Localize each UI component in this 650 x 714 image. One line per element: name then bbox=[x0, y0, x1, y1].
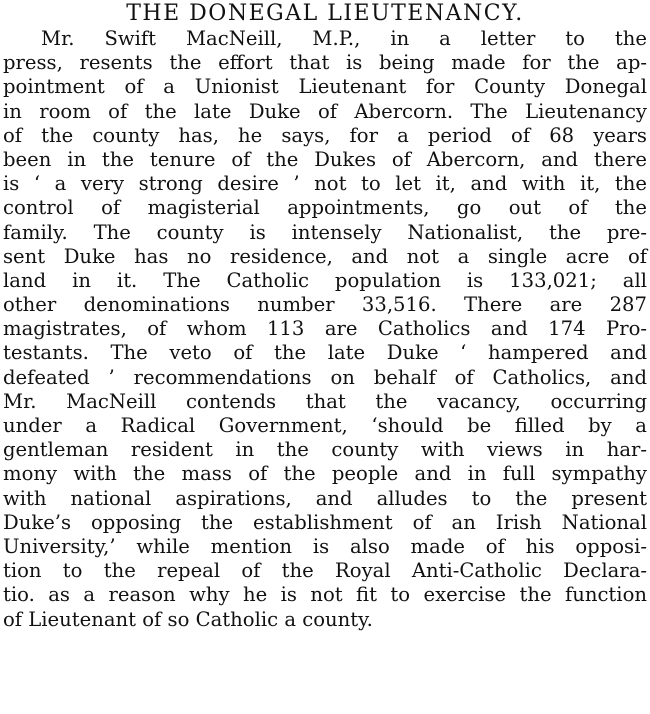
news-article bbox=[3, 0, 647, 632]
article-line: been in the tenure of the Dukes of Abercorn, and there bbox=[3, 147, 647, 171]
article-line: is ‘ a very strong desire ’ not to let it, and with it, the bbox=[3, 172, 647, 196]
article-line: control of magisterial appointments, go out of the bbox=[3, 196, 647, 220]
article-line: pointment of a Unionist Lieutenant for County Donegal bbox=[3, 75, 647, 99]
article-line: tio. as a reason why he is not fit to exercise the function bbox=[3, 583, 647, 607]
article-line: press, resents the effort that is being made for the ap- bbox=[3, 51, 647, 75]
article-line: land in it. The Catholic population is 133,021; all bbox=[3, 268, 647, 292]
article-line: University,’ while mention is also made of his opposi- bbox=[3, 534, 647, 558]
article-line: Mr. Swift MacNeill, M.P., in a letter to the bbox=[41, 27, 647, 50]
article-line: of the county has, he says, for a period of 68 years bbox=[3, 123, 647, 147]
article-line: gentleman resident in the county with views in har- bbox=[3, 438, 647, 462]
article-line: in room of the late Duke of Abercorn. The Lieutenancy bbox=[3, 99, 647, 123]
article-line: family. The county is intensely Nationalist, the pre- bbox=[3, 220, 647, 244]
article-body bbox=[3, 27, 647, 632]
article-line: with national aspirations, and alludes to the present bbox=[3, 486, 647, 510]
article-line: mony with the mass of the people and in full sympathy bbox=[3, 462, 647, 486]
article-line: other denominations number 33,516. There are 287 bbox=[3, 293, 647, 317]
article-line: defeated ’ recommendations on behalf of Catholics, and bbox=[3, 365, 647, 389]
article-line: magistrates, of whom 113 are Catholics and 174 Pro- bbox=[3, 317, 647, 341]
article-headline: THE DONEGAL LIEUTENANCY. bbox=[126, 1, 524, 26]
article-line: under a Radical Government, ‘should be filled by a bbox=[3, 414, 647, 437]
article-line: Mr. MacNeill contends that the vacancy, occurring bbox=[3, 389, 647, 413]
article-line: of Lieutenant of so Catholic a county. bbox=[3, 607, 373, 631]
article-line: testants. The veto of the late Duke ‘ hampered and bbox=[3, 341, 647, 365]
article-line: tion to the repeal of the Royal Anti-Catholic Declara- bbox=[3, 559, 647, 583]
article-line: sent Duke has no residence, and not a single acre of bbox=[3, 244, 647, 268]
article-line: Duke’s opposing the establishment of an Irish National bbox=[3, 510, 647, 534]
